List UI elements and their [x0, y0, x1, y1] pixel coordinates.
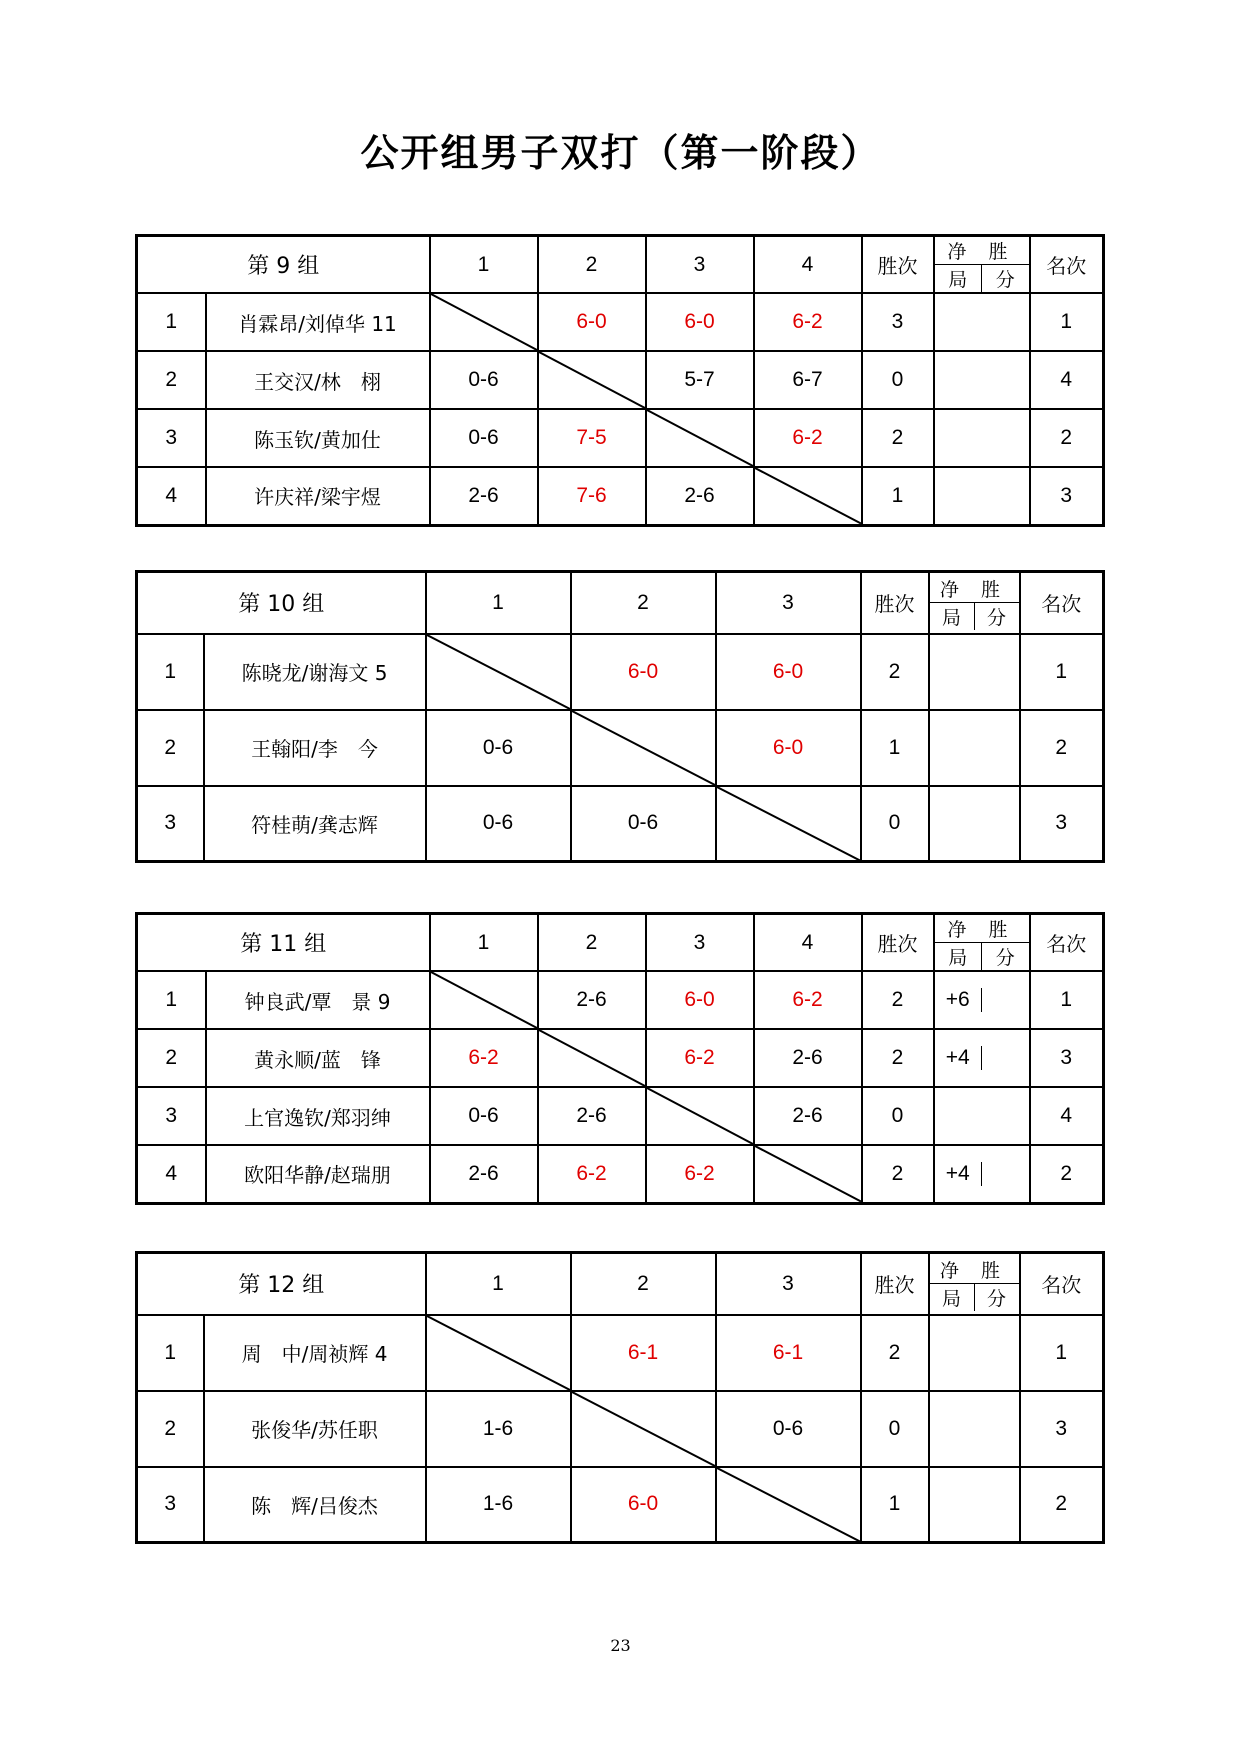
row-index: 2	[137, 710, 204, 786]
row-index: 2	[137, 1029, 206, 1087]
opponent-col-header: 3	[646, 236, 754, 294]
net-win-values	[929, 634, 1020, 710]
self-match-diagonal	[646, 1087, 754, 1145]
match-score: 2-6	[430, 1145, 538, 1203]
group-title: 第 11 组	[137, 914, 430, 972]
group-title: 第 10 组	[137, 572, 426, 634]
rank-header: 名次	[1030, 914, 1104, 972]
header-row	[137, 914, 1104, 972]
net-win-values	[934, 1145, 1030, 1203]
net-points-header: 分	[995, 947, 1015, 969]
opponent-col-header: 1	[426, 572, 571, 634]
match-score: 6-0	[538, 293, 646, 351]
match-score: 6-2	[754, 971, 862, 1029]
player-pair-name: 许庆祥/梁宇煜	[206, 467, 430, 525]
page-title: 公开组男子双打（第一阶段）	[360, 131, 881, 175]
rank-header: 名次	[1020, 572, 1104, 634]
player-pair-name: 陈玉钦/黄加仕	[206, 409, 430, 467]
match-score: 6-7	[754, 351, 862, 409]
net-win-values	[934, 971, 1030, 1029]
wins-value: 2	[862, 409, 934, 467]
rank-value: 1	[1030, 971, 1104, 1029]
rank-value: 1	[1020, 1315, 1104, 1391]
group-table	[135, 234, 1105, 527]
diagonal-line	[572, 711, 715, 785]
diagonal-line	[431, 972, 537, 1028]
wins-value: 1	[861, 1467, 929, 1543]
net-games-header: 局	[935, 265, 983, 292]
opponent-col-header: 4	[754, 914, 862, 972]
row-index: 2	[137, 351, 206, 409]
self-match-diagonal	[426, 634, 571, 710]
net-win-header	[934, 236, 1030, 294]
row-index: 3	[137, 1087, 206, 1145]
net-win-values	[929, 1391, 1020, 1467]
diagonal-line	[647, 1088, 753, 1144]
wins-value: 0	[862, 351, 934, 409]
self-match-diagonal	[538, 1029, 646, 1087]
table-row	[137, 1467, 1104, 1543]
net-points-header: 分	[987, 1288, 1007, 1311]
rank-value: 4	[1030, 1087, 1104, 1145]
net-points-value	[982, 1046, 1029, 1070]
opponent-col-header: 2	[571, 1253, 716, 1315]
page-number: 23	[610, 1636, 631, 1655]
diagonal-line	[427, 635, 570, 709]
match-score: 0-6	[571, 786, 716, 862]
match-score: 2-6	[538, 971, 646, 1029]
row-index: 4	[137, 467, 206, 525]
net-win-values	[929, 1315, 1020, 1391]
table-row	[137, 1391, 1104, 1467]
rank-value: 3	[1020, 1391, 1104, 1467]
wins-value: 3	[862, 293, 934, 351]
player-pair-name: 王翰阳/李 今	[204, 710, 426, 786]
match-score: 2-6	[754, 1029, 862, 1087]
table-row	[137, 786, 1104, 862]
match-score: 6-2	[754, 409, 862, 467]
opponent-col-header: 1	[430, 236, 538, 294]
match-score: 2-6	[646, 467, 754, 525]
player-pair-name: 欧阳华静/赵瑞朋	[206, 1145, 430, 1203]
opponent-col-header: 2	[571, 572, 716, 634]
row-index: 4	[137, 1145, 206, 1203]
table-row	[137, 1029, 1104, 1087]
match-score: 2-6	[538, 1087, 646, 1145]
group-table	[135, 570, 1105, 863]
self-match-diagonal	[716, 1467, 861, 1543]
net-win-values	[929, 1467, 1020, 1543]
diagonal-line	[572, 1392, 715, 1466]
rank-value: 2	[1020, 710, 1104, 786]
row-index: 1	[137, 971, 206, 1029]
match-score: 6-1	[571, 1315, 716, 1391]
diagonal-line	[647, 410, 753, 466]
net-win-values	[929, 710, 1020, 786]
row-index: 3	[137, 786, 204, 862]
table-row	[137, 409, 1104, 467]
match-score: 1-6	[426, 1467, 571, 1543]
net-win-cells	[935, 1162, 1029, 1186]
wins-header: 胜次	[861, 1253, 929, 1315]
group-title: 第 9 组	[137, 236, 430, 294]
net-points-value	[982, 1162, 1029, 1186]
opponent-col-header: 1	[426, 1253, 571, 1315]
net-win-subheaders	[930, 603, 1019, 630]
match-score: 6-1	[716, 1315, 861, 1391]
self-match-diagonal	[754, 1145, 862, 1203]
player-pair-name: 王交汉/林 栩	[206, 351, 430, 409]
match-score: 1-6	[426, 1391, 571, 1467]
match-score: 6-2	[538, 1145, 646, 1203]
self-match-diagonal	[538, 351, 646, 409]
self-match-diagonal	[571, 1391, 716, 1467]
wins-value: 1	[862, 467, 934, 525]
table-row	[137, 634, 1104, 710]
match-score: 0-6	[430, 1087, 538, 1145]
group-table	[135, 912, 1105, 1205]
player-pair-name: 周 中/周祯辉 4	[204, 1315, 426, 1391]
match-score: 6-0	[716, 634, 861, 710]
wins-value: 0	[861, 1391, 929, 1467]
table-row	[137, 1145, 1104, 1203]
opponent-col-header: 3	[716, 572, 861, 634]
net-win-label: 净 胜	[935, 237, 1029, 265]
self-match-diagonal	[430, 293, 538, 351]
net-win-cells	[935, 988, 1029, 1012]
match-score: 6-0	[646, 293, 754, 351]
table-row	[137, 1315, 1104, 1391]
player-pair-name: 陈晓龙/谢海文 5	[204, 634, 426, 710]
rank-value: 4	[1030, 351, 1104, 409]
wins-value: 0	[861, 786, 929, 862]
diagonal-line	[427, 1316, 570, 1390]
row-index: 1	[137, 293, 206, 351]
match-score: 6-2	[430, 1029, 538, 1087]
player-pair-name: 黄永顺/蓝 锋	[206, 1029, 430, 1087]
wins-value: 2	[861, 1315, 929, 1391]
player-pair-name: 肖霖昂/刘倬华 11	[206, 293, 430, 351]
match-score: 6-0	[571, 1467, 716, 1543]
net-win-label: 净 胜	[930, 575, 1019, 603]
wins-header: 胜次	[862, 914, 934, 972]
match-score: 2-6	[754, 1087, 862, 1145]
diagonal-line	[431, 294, 537, 350]
group-title: 第 12 组	[137, 1253, 426, 1315]
diagonal-line	[539, 352, 645, 408]
net-win-subheaders	[930, 1284, 1019, 1311]
net-games-value: +6	[935, 988, 983, 1012]
match-score: 7-6	[538, 467, 646, 525]
player-pair-name: 钟良武/覃 景 9	[206, 971, 430, 1029]
net-games-value: +4	[935, 1162, 983, 1186]
rank-value: 3	[1030, 467, 1104, 525]
net-win-values	[929, 786, 1020, 862]
player-pair-name: 符桂萌/龚志辉	[204, 786, 426, 862]
net-win-cells	[935, 1046, 1029, 1070]
wins-value: 0	[862, 1087, 934, 1145]
match-score: 6-2	[754, 293, 862, 351]
wins-value: 2	[862, 1029, 934, 1087]
match-score: 6-0	[716, 710, 861, 786]
row-index: 2	[137, 1391, 204, 1467]
net-games-header: 局	[935, 943, 983, 970]
table-row	[137, 1087, 1104, 1145]
rank-value: 3	[1030, 1029, 1104, 1087]
net-games-value: +4	[935, 1046, 983, 1070]
row-index: 3	[137, 1467, 204, 1543]
player-pair-name: 张俊华/苏任职	[204, 1391, 426, 1467]
match-score: 0-6	[716, 1391, 861, 1467]
match-score: 7-5	[538, 409, 646, 467]
rank-header: 名次	[1020, 1253, 1104, 1315]
net-points-value	[982, 988, 1029, 1012]
opponent-col-header: 4	[754, 236, 862, 294]
net-win-values	[934, 467, 1030, 525]
net-win-values	[934, 293, 1030, 351]
net-games-header: 局	[930, 1284, 975, 1311]
self-match-diagonal	[646, 409, 754, 467]
diagonal-line	[717, 787, 860, 861]
opponent-col-header: 3	[716, 1253, 861, 1315]
match-score: 0-6	[426, 710, 571, 786]
net-win-header	[929, 1253, 1020, 1315]
net-win-values	[934, 1087, 1030, 1145]
wins-header: 胜次	[862, 236, 934, 294]
match-score: 6-2	[646, 1145, 754, 1203]
net-win-header	[934, 914, 1030, 972]
table-row	[137, 710, 1104, 786]
self-match-diagonal	[426, 1315, 571, 1391]
wins-value: 2	[862, 971, 934, 1029]
row-index: 1	[137, 1315, 204, 1391]
diagonal-line	[539, 1030, 645, 1086]
opponent-col-header: 1	[430, 914, 538, 972]
header-row	[137, 236, 1104, 294]
rank-header: 名次	[1030, 236, 1104, 294]
net-win-values	[934, 1029, 1030, 1087]
table-row	[137, 351, 1104, 409]
self-match-diagonal	[716, 786, 861, 862]
match-score: 0-6	[430, 351, 538, 409]
rank-value: 2	[1030, 1145, 1104, 1203]
diagonal-line	[717, 1468, 860, 1542]
match-score: 0-6	[426, 786, 571, 862]
diagonal-line	[755, 1146, 861, 1202]
row-index: 1	[137, 634, 204, 710]
self-match-diagonal	[754, 467, 862, 525]
opponent-col-header: 2	[538, 914, 646, 972]
group-table	[135, 1251, 1105, 1544]
diagonal-line	[755, 468, 861, 524]
rank-value: 2	[1030, 409, 1104, 467]
rank-value: 3	[1020, 786, 1104, 862]
wins-header: 胜次	[861, 572, 929, 634]
wins-value: 2	[862, 1145, 934, 1203]
table-row	[137, 293, 1104, 351]
net-win-label: 净 胜	[930, 1256, 1019, 1284]
net-win-subheaders	[935, 265, 1029, 292]
match-score: 6-2	[646, 1029, 754, 1087]
table-row	[137, 971, 1104, 1029]
match-score: 6-0	[646, 971, 754, 1029]
self-match-diagonal	[430, 971, 538, 1029]
table-row	[137, 467, 1104, 525]
match-score: 5-7	[646, 351, 754, 409]
self-match-diagonal	[571, 710, 716, 786]
header-row	[137, 572, 1104, 634]
match-score: 2-6	[430, 467, 538, 525]
header-row	[137, 1253, 1104, 1315]
net-win-header	[929, 572, 1020, 634]
opponent-col-header: 2	[538, 236, 646, 294]
net-games-header: 局	[930, 603, 975, 630]
rank-value: 2	[1020, 1467, 1104, 1543]
net-win-values	[934, 351, 1030, 409]
net-points-header: 分	[995, 269, 1015, 291]
match-score: 6-0	[571, 634, 716, 710]
rank-value: 1	[1020, 634, 1104, 710]
match-score: 0-6	[430, 409, 538, 467]
rank-value: 1	[1030, 293, 1104, 351]
net-win-label: 净 胜	[935, 915, 1029, 943]
opponent-col-header: 3	[646, 914, 754, 972]
net-win-values	[934, 409, 1030, 467]
player-pair-name: 上官逸钦/郑羽绅	[206, 1087, 430, 1145]
row-index: 3	[137, 409, 206, 467]
net-points-header: 分	[987, 607, 1007, 630]
wins-value: 2	[861, 634, 929, 710]
player-pair-name: 陈 辉/吕俊杰	[204, 1467, 426, 1543]
wins-value: 1	[861, 710, 929, 786]
net-win-subheaders	[935, 943, 1029, 970]
